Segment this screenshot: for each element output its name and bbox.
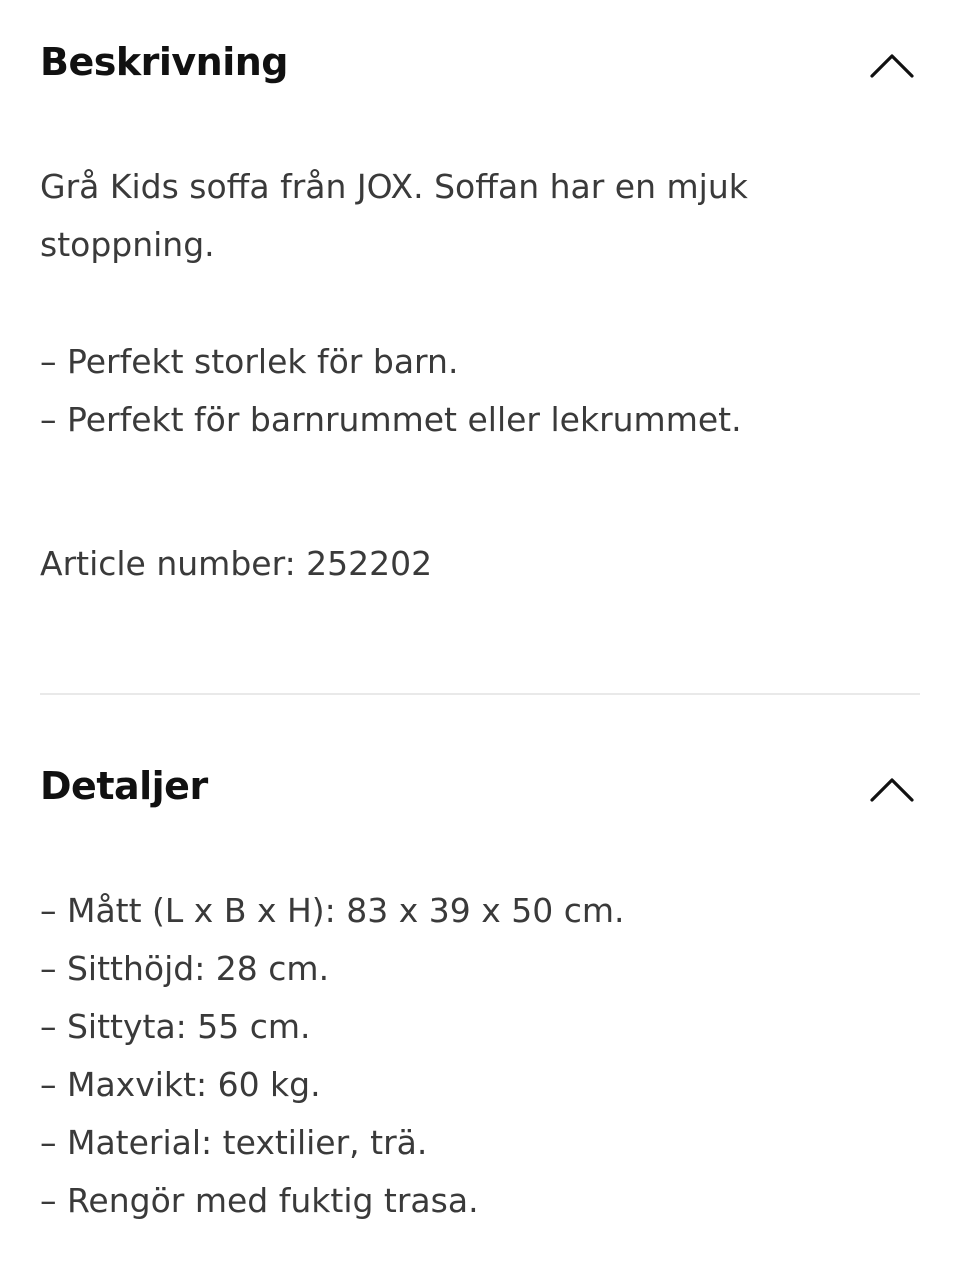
- chevron-up-icon-svg: [868, 40, 916, 84]
- list-item: – Perfekt storlek för barn.: [40, 342, 459, 381]
- list-item: – Sitthöjd: 28 cm.: [40, 949, 330, 988]
- details-title: Detaljer: [40, 764, 208, 808]
- details-list: [40, 882, 920, 1230]
- list-item: – Material: textilier, trä.: [40, 1123, 428, 1162]
- section-divider: [40, 693, 920, 695]
- description-bullets: [40, 333, 920, 449]
- description-intro-line-1: Grå Kids soffa från JOX. Soffan har en mjuk: [40, 167, 748, 206]
- chevron-up-icon[interactable]: [868, 40, 916, 84]
- details-header[interactable]: [40, 756, 920, 816]
- list-item: – Sittyta: 55 cm.: [40, 1007, 311, 1046]
- description-intro-line-2: stoppning.: [40, 225, 215, 264]
- description-intro: [40, 158, 920, 274]
- list-item: – Rengör med fuktig trasa.: [40, 1181, 479, 1220]
- chevron-up-icon[interactable]: [868, 764, 916, 808]
- article-number-text: Article number: 252202: [40, 544, 433, 583]
- chevron-up-icon-svg: [868, 764, 916, 808]
- list-item: – Mått (L x B x H): 83 x 39 x 50 cm.: [40, 891, 625, 930]
- list-item: – Maxvikt: 60 kg.: [40, 1065, 321, 1104]
- article-number: [40, 535, 920, 593]
- description-section: [40, 32, 920, 92]
- description-title: Beskrivning: [40, 40, 288, 84]
- details-section: [40, 756, 920, 816]
- list-item: – Perfekt för barnrummet eller lekrummet.: [40, 400, 742, 439]
- description-header[interactable]: [40, 32, 920, 92]
